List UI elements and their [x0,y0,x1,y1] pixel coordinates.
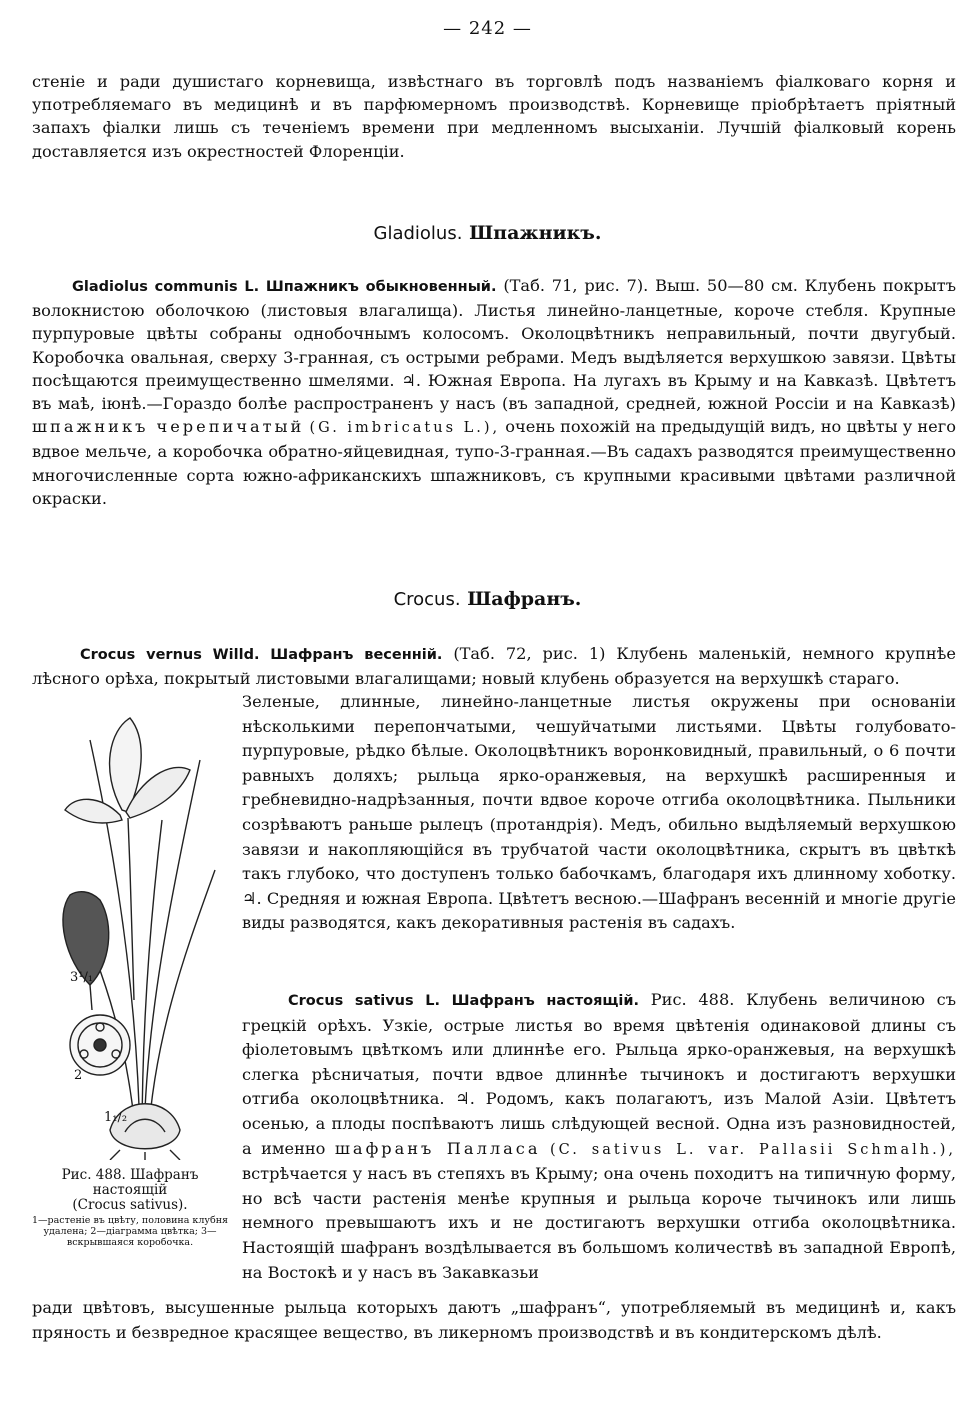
crocus-vernus-text: Зеленые, длинные, линейно-ланцетные листья окружены при основаніи нѣсколькими перепончатыми, чешуйчатыми листьями. Цвѣты голубовато-пурпуровые, рѣдко бѣлые. Околоцвѣтникъ воронковидный, правильный, о 6 почти равныхъ доляхъ; рыльца ярко-оранжевыя, на верхушкѣ расширенныя и гребневидно-надрѣзанныя, почти вдвое короче отгиба околоцвѣтника. Пыльники созрѣваютъ раньше рылецъ (протандрія). Медъ, обильно выдѣляемый верхушкою завязи и накопляющійся въ трубчатой части околоцвѣтника, скрытъ въ цвѣткѣ такъ глубоко, что доступенъ только бабочкамъ, благодаря ихъ длинному хоботку. ♃. Средняя и южная Европа. Цвѣтетъ весною.—Шафранъ весенній и многіе другіе виды разводятся, какъ декоративныя растенія въ садахъ. [242,692,956,933]
figure-caption-latin: (Crocus sativus). [72,1197,188,1213]
crocus-vernus-lead: Crocus vernus Willd. Шафранъ весенній. [80,647,443,663]
gladiolus-heading-russian: Шпажникъ. [469,222,602,244]
crocus-vernus-intro [32,642,956,690]
intro-paragraph: стеніе и ради душистаго корневища, извѣстнаго въ торговлѣ подъ названіемъ фіалковаго корня и употребляемаго въ медицинѣ и въ парфюмерномъ производствѣ. Корневище пріобрѣтаетъ пріятный запахъ фіалки лишь съ теченіемъ времени при медленномъ высыханіи. Лучшій фіалковый корень доставляется изъ окрестностей Флоренціи. [32,72,956,161]
crocus-heading-latin: Crocus. [393,589,461,610]
figure-label-1: 1₁/₂ [104,1110,128,1125]
crocus-illustration [30,700,230,1160]
figure-caption-note: 1—растеніе въ цвѣту, половина клубня удалена; 2—діаграмма цвѣтка; 3—вскрывшаяся коробочка. [31,1215,229,1248]
figure-caption [30,1168,230,1248]
gladiolus-heading [0,222,975,244]
crocus-sativus-text-2: встрѣчается у насъ въ степяхъ въ Крыму; она очень походитъ на типичную форму, но всѣ части растенія менѣе крупныя и рыльца короче тычинокъ или лишь немного превышаютъ ихъ и не достигаютъ верхушки отгиба околоцвѣтника. Настоящій шафранъ воздѣлывается въ большомъ количествѣ въ западной Европѣ, на Востокѣ и у насъ въ Закавказьи [242,1164,956,1282]
gladiolus-text-2: очень похожій на предыдущій видъ, но цвѣты у него вдвое мельче, а коробочка обратно-яйцевидная, тупо-3-гранная.—Въ садахъ разводятся преимущественно многочисленные сорта южно-африканскихъ шпажниковъ, съ крупными красивыми цвѣтами различной окраски. [32,417,956,508]
gladiolus-text-1: (Таб. 71, рис. 7). Выш. 50—80 см. Клубень покрытъ волокнистою оболочкою (листовыя влагалища). Листья линейно-ланцетные, короче стебля. Крупные пурпуровые цвѣты собраны однобочнымъ колосомъ. Околоцвѣтникъ неправильный, почти двугубый. Коробочка овальная, сверху 3-гранная, съ острыми ребрами. Медъ выдѣляется верхушкою завязи. Цвѣты посѣщаются преимущественно шмелями. ♃. Южная Европа. На лугахъ въ Крыму и на Кавказѣ. Цвѣтетъ въ маѣ, іюнѣ.—Гораздо болѣе распространенъ у насъ (въ западной, средней, южной Россіи и на Кавказѣ) [32,276,956,414]
gladiolus-heading-latin: Gladiolus. [373,223,463,244]
gladiolus-spaced-name: шпажникъ черепичатый [32,417,305,437]
crocus-sativus-spaced: шафранъ Палласа [334,1138,541,1158]
crocus-sativus-latin: (C. sativus L. var. Pallasii Schmalh.), [549,1141,956,1158]
crocus-heading-russian: Шафранъ. [467,588,582,610]
gladiolus-paragraph [32,274,956,510]
gladiolus-latin-ref: (G. imbricatus L.), [309,420,501,437]
crocus-sativus-paragraph [242,988,956,1285]
crocus-tail-text: ради цвѣтовъ, высушенные рыльца которыхъ даютъ „шафранъ“, употребляемый въ медицинѣ и, какъ пряность и безвредное красящее вещество, въ ликерномъ производствѣ и въ кондитерскомъ дѣлѣ. [32,1298,956,1342]
page-number: — 242 — [443,18,532,39]
crocus-heading [0,588,975,610]
crocus-sativus-text-1: Рис. 488. Клубень величиною съ грецкій орѣхъ. Узкіе, острые листья во время цвѣтенія одинаковой длины съ фіолетовымъ цвѣткомъ или длиннѣе его. Рыльца ярко-оранжевыя, на верхушкѣ слегка рѣсничатыя, почти вдвое длиннѣе тычинокъ и достигаютъ верхушки отгиба околоцвѣтника. ♃. Родомъ, какъ полагаютъ, изъ Малой Азіи. Цвѣтетъ осенью, а плоды поспѣваютъ лишь слѣдующей весной. Одна изъ разновидностей, а именно [242,990,957,1158]
crocus-drawing [30,700,230,1160]
figure-label-3: 3¹/₁ [70,970,94,985]
crocus-vernus-line-1: (Таб. 72, рис. 1) Клубень маленькій, немного крупнѣе лѣсного орѣха, покрытый листовыми влагалищами; новый клубень образуется на верхушкѣ стараго. [32,644,956,689]
figure-caption-title: Рис. 488. Шафранъ настоящій [61,1167,199,1198]
crocus-sativus-lead: Crocus sativus L. Шафранъ настоящій. [288,993,640,1009]
gladiolus-lead: Gladiolus communis L. Шпажникъ обыкновенный. [72,279,497,295]
figure-label-2: 2 [74,1068,83,1083]
